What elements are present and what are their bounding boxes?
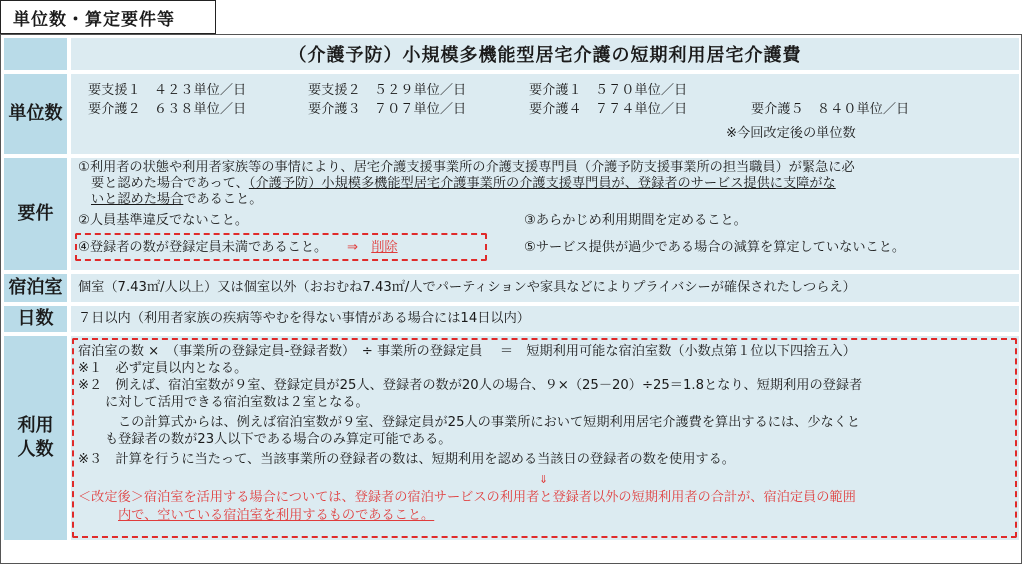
usage-label-line1: 利用: [17, 414, 54, 436]
units-care1: 要介護１ ５７０単位／日: [529, 83, 688, 98]
usage-note-2-line4: も登録者の数が23人以下である場合のみ算定可能である。: [105, 432, 452, 447]
usage-formula: 宿泊室の数 × （事業所の登録定員-登録者数） ÷ 事業所の登録定員 ＝ 短期利用可能な宿泊室数（小数点第１位以下四捨五入）: [78, 344, 856, 359]
requirement-2: ②人員基準違反でないこと。: [78, 213, 249, 228]
requirement-5: ⑤サービス提供が過少である場合の減算を算定していないこと。: [524, 240, 906, 255]
usage-note-2-line3: この計算式からは、例えば宿泊室数が９室、登録定員が25人の事業所において短期利用居宅介護費を算出するには、少なくと: [118, 415, 861, 430]
usage-revision-line1-text: ＜改定後＞宿泊室を活用する場合については、登録者の宿泊サービスの利用者と登録者以外の短期利用者の合計が、宿泊定員の範囲: [78, 490, 856, 505]
table-title: （介護予防）小規模多機能型居宅介護の短期利用居宅介護費: [71, 38, 1019, 70]
requirement-1-line3: [91, 192, 262, 208]
days-text: ７日以内（利用者家族の疾病等やむを得ない事情がある場合には14日以内）: [78, 311, 530, 326]
units-care4: 要介護４ ７７４単位／日: [529, 102, 688, 117]
requirement-1-line1: ①利用者の状態や利用者家族等の事情により、居宅介護支援事業所の介護支援専門員（介護予防支援事業所の担当職員）が緊急に必: [78, 160, 855, 175]
usage-revision-line2: 内で、空いている宿泊室を利用するものであること。: [118, 508, 435, 523]
arrow-right-icon: ⇒: [346, 240, 359, 255]
room-label: 宿泊室: [4, 274, 67, 302]
usage-note-2-line1: ※２ 例えば、宿泊室数が９室、登録定員が25人、登録者の数が20人の場合、９×（25－20）÷25＝1.8となり、短期利用の登録者: [78, 378, 863, 393]
units-content: [71, 74, 1019, 154]
section-tab: [0, 0, 216, 34]
usage-note-2-line2: に対して活用できる宿泊室数は２室となる。: [105, 395, 369, 410]
usage-note-1: ※１ 必ず定員以内となる。: [78, 361, 248, 376]
usage-highlight: [72, 338, 1017, 538]
requirement-1-line3-underlined: いと認めた場合: [91, 192, 184, 207]
title-row-blank-cell: [4, 38, 67, 70]
requirement-4-deleted-mark: 削除: [371, 240, 398, 255]
units-label: 単位数: [4, 74, 67, 154]
deleted-requirement-highlight: [75, 233, 487, 261]
requirement-1-line3-plain: であること。: [183, 192, 263, 207]
section-tab-label: 単位数・算定要件等: [13, 9, 175, 30]
room-content: [71, 274, 1019, 302]
requirements-label: 要件: [4, 158, 67, 270]
units-care3: 要介護３ ７０７単位／日: [308, 102, 467, 117]
days-content: [71, 306, 1019, 332]
units-support1: 要支援１ ４２３単位／日: [88, 83, 247, 98]
requirement-3: ③あらかじめ利用期間を定めること。: [524, 213, 747, 228]
usage-label-line2: 人数: [17, 439, 54, 460]
room-text: 個室（7.43㎡/人以上）又は個室以外（おおむね7.43㎡/人でパーティションや家具などによりプライバシーが確保されたしつらえ）: [78, 280, 856, 295]
requirement-4-text: ④登録者の数が登録定員未満であること。: [78, 240, 321, 255]
usage-note-3: ※３ 計算を行うに当たって、当該事業所の登録者の数は、短期利用を認める当該日の登録者の数を使用する。: [78, 452, 735, 467]
requirement-1-line2: [91, 176, 836, 192]
usage-label: [4, 336, 67, 540]
requirement-1-line2-plain: 要と認めた場合であって、: [91, 176, 249, 191]
units-care2: 要介護２ ６３８単位／日: [88, 102, 247, 117]
units-care5: 要介護５ ８４０単位／日: [751, 102, 910, 117]
days-label: 日数: [4, 306, 67, 332]
units-note: ※今回改定後の単位数: [726, 126, 856, 141]
units-support2: 要支援２ ５２９単位／日: [308, 83, 467, 98]
arrow-down-icon: ⇓: [539, 473, 549, 486]
requirement-1-line2-underlined: （介護予防）小規模多機能型居宅介護事業所の介護支援専門員が、登録者のサービス提供に支障がな: [248, 176, 836, 191]
